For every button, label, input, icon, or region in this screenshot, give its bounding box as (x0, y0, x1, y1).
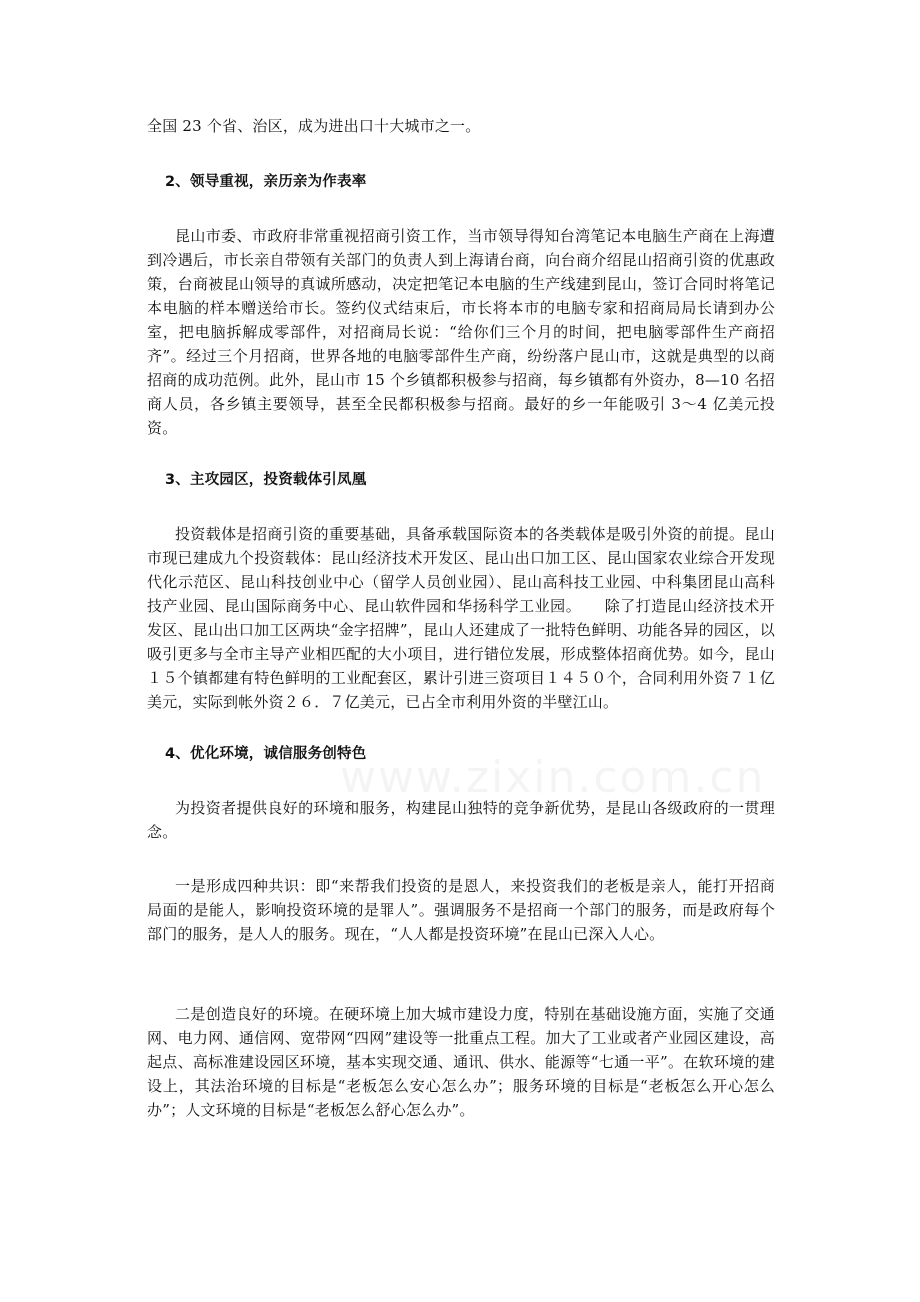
section-3-heading: 3、主攻园区，投资载体引凤凰 (165, 472, 367, 488)
intro-line: 全国 23 个省、治区，成为进出口十大城市之一。 (147, 117, 481, 135)
section-4-heading: 4、优化环境，诚信服务创特色 (165, 746, 367, 762)
document-page (147, 106, 775, 1122)
section-2-heading: 2、领导重视，亲历亲为作表率 (165, 174, 367, 190)
section-4-body: 为投资者提供良好的环境和服务，构建昆山独特的竞争新优势，是昆山各级政府的一贯理念。 (147, 799, 775, 841)
section-3-body: 投资载体是招商引资的重要基础，具备承载国际资本的各类载体是吸引外资的前提。昆山市现已建成九个投资载体：昆山经济技术开发区、昆山出口加工区、昆山国家农业综合开发现代化示范区、昆山科技创业中心（留学人员创业园）、昆山高科技工业园、中科集团昆山高科技产业园、昆山国际商务中心、昆山软件园和华扬科学工业园。 除了打造昆山经济技术开发区、昆山出口加工区两块“金字招牌”，昆山人还建成了一批特色鲜明、功能各异的园区，以吸引更多与全市主导产业相匹配的大小项目，进行错位发展，形成整体招商优势。如今，昆山１５个镇都建有特色鲜明的工业配套区，累计引进三资项目１４５０个，合同利用外资７１亿美元，实际到帐外资２６．７亿美元，已占全市利用外资的半壁江山。 (147, 525, 775, 711)
section-4-point-1: 一是形成四种共识：即“来帮我们投资的是恩人，来投资我们的老板是亲人，能打开招商局面的是能人，影响投资环境的是罪人”。强调服务不是招商一个部门的服务，而是政府每个部门的服务，是人人的服务。现在，“人人都是投资环境”在昆山已深入人心。 (147, 877, 775, 943)
section-4-point-2: 二是创造良好的环境。在硬环境上加大城市建设力度，特别在基础设施方面，实施了交通网、电力网、通信网、宽带网“四网”建设等一批重点工程。加大了工业或者产业园区建设，高起点、高标准建设园区环境，基本实现交通、通讯、供水、能源等“七通一平”。在软环境的建设上，其法治环境的目标是“老板怎么安心怎么办”；服务环境的目标是“老板怎么开心怎么办”；人文环境的目标是“老板怎么舒心怎么办”。 (147, 1005, 775, 1119)
section-2-body: 昆山市委、市政府非常重视招商引资工作，当市领导得知台湾笔记本电脑生产商在上海遭到冷遇后，市长亲自带领有关部门的负责人到上海请台商，向台商介绍昆山招商引资的优惠政策，台商被昆山领导的真诚所感动，决定把笔记本电脑的生产线建到昆山，签订合同时将笔记本电脑的样本赠送给市长。签约仪式结束后，市长将本市的电脑专家和招商局局长请到办公室，把电脑拆解成零部件，对招商局长说：“给你们三个月的时间，把电脑零部件生产商招齐”。经过三个月招商，世界各地的电脑零部件生产商，纷纷落户昆山市，这就是典型的以商招商的成功范例。此外，昆山市 15 个乡镇都积极参与招商，每乡镇都有外资办，8—10 名招商人员，各乡镇主要领导，甚至全民都积极参与招商。最好的乡一年能吸引 3～4 亿美元投资。 (147, 227, 775, 437)
